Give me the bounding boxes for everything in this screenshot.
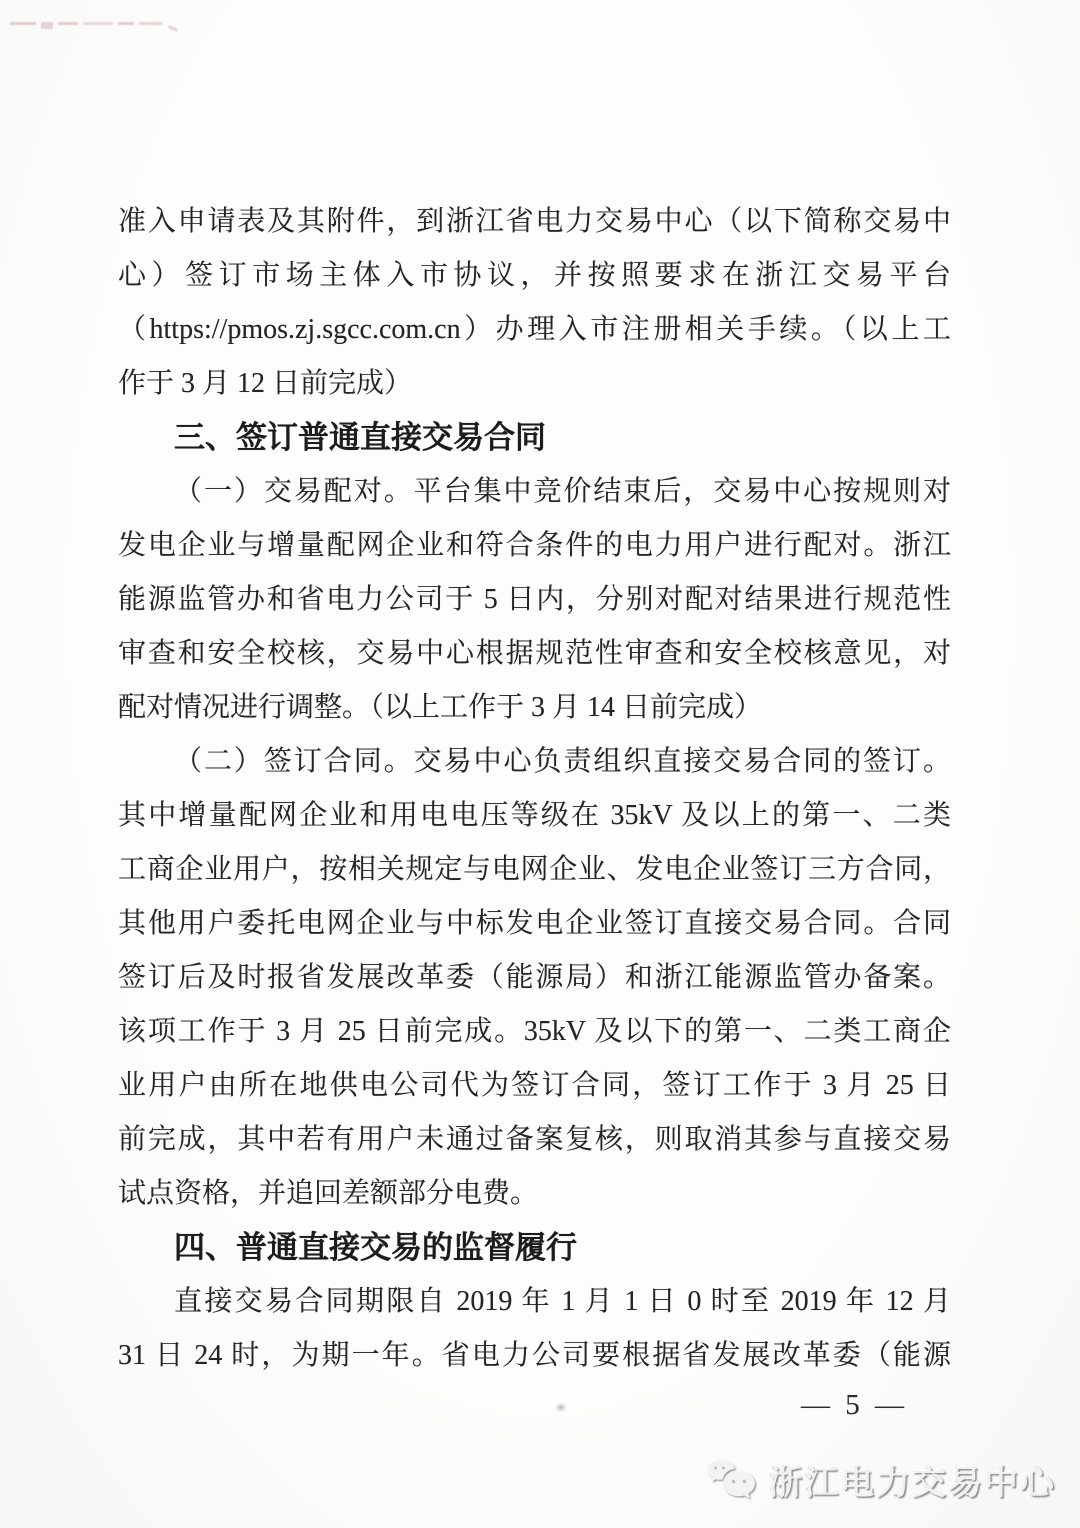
text-line: 工商企业用户，按相关规定与电网企业、发电企业签订三方合同，	[118, 854, 951, 885]
text-line: 直接交易合同期限自 2019 年 1 月 1 日 0 时至 2019 年 12 月	[174, 1286, 951, 1317]
text-line: （二）签订合同。交易中心负责组织直接交易合同的签订。	[174, 746, 951, 777]
text-line: （一）交易配对。平台集中竞价结束后，交易中心按规则对	[174, 476, 951, 507]
text-line: 心）签订市场主体入市协议，并按照要求在浙江交易平台	[118, 260, 951, 291]
page-number: — 5 —	[801, 1389, 908, 1421]
wechat-chat-bubbles-icon	[706, 1456, 758, 1504]
text-line: 试点资格，并追回差额部分电费。	[118, 1178, 539, 1209]
text-line: 配对情况进行调整。（以上工作于 3 月 14 日前完成）	[118, 692, 763, 723]
text-line: 审查和安全校核，交易中心根据规范性审查和安全校核意见，对	[118, 638, 951, 669]
watermark-label: 浙江电力交易中心	[768, 1464, 1056, 1502]
text-line: 前完成，其中若有用户未通过备案复核，则取消其参与直接交易	[118, 1124, 951, 1155]
text-line-url: （https://pmos.zj.sgcc.com.cn）办理入市注册相关手续。（以上工	[118, 314, 951, 345]
text-line: 业用户由所在地供电公司代为签订合同，签订工作于 3 月 25 日	[118, 1070, 951, 1101]
text-line: 能源监管办和省电力公司于 5 日内，分别对配对结果进行规范性	[118, 584, 951, 615]
text-line: 签订后及时报省发展改革委（能源局）和浙江能源监管办备案。	[118, 962, 951, 993]
scan-artifact-marks	[10, 14, 240, 44]
text-line: 作于 3 月 12 日前完成）	[118, 368, 413, 399]
text-line: 发电企业与增量配网企业和符合条件的电力用户进行配对。浙江	[118, 530, 951, 561]
document-body	[118, 195, 951, 1383]
text-line: 其他用户委托电网企业与中标发电企业签订直接交易合同。合同	[118, 908, 951, 939]
watermark	[706, 1455, 1056, 1504]
text-line: 准入申请表及其附件，到浙江省电力交易中心（以下简称交易中	[118, 206, 951, 237]
text-line: 该项工作于 3 月 25 日前完成。35kV 及以下的第一、二类工商企	[118, 1016, 951, 1047]
text-line: 31 日 24 时，为期一年。省电力公司要根据省发展改革委（能源	[118, 1340, 951, 1371]
section-heading-3: 三、签订普通直接交易合同	[174, 420, 546, 455]
text-line: 其中增量配网企业和用电电压等级在 35kV 及以上的第一、二类	[118, 800, 951, 831]
scan-speck	[555, 1403, 567, 1412]
section-heading-4: 四、普通直接交易的监督履行	[174, 1230, 577, 1265]
